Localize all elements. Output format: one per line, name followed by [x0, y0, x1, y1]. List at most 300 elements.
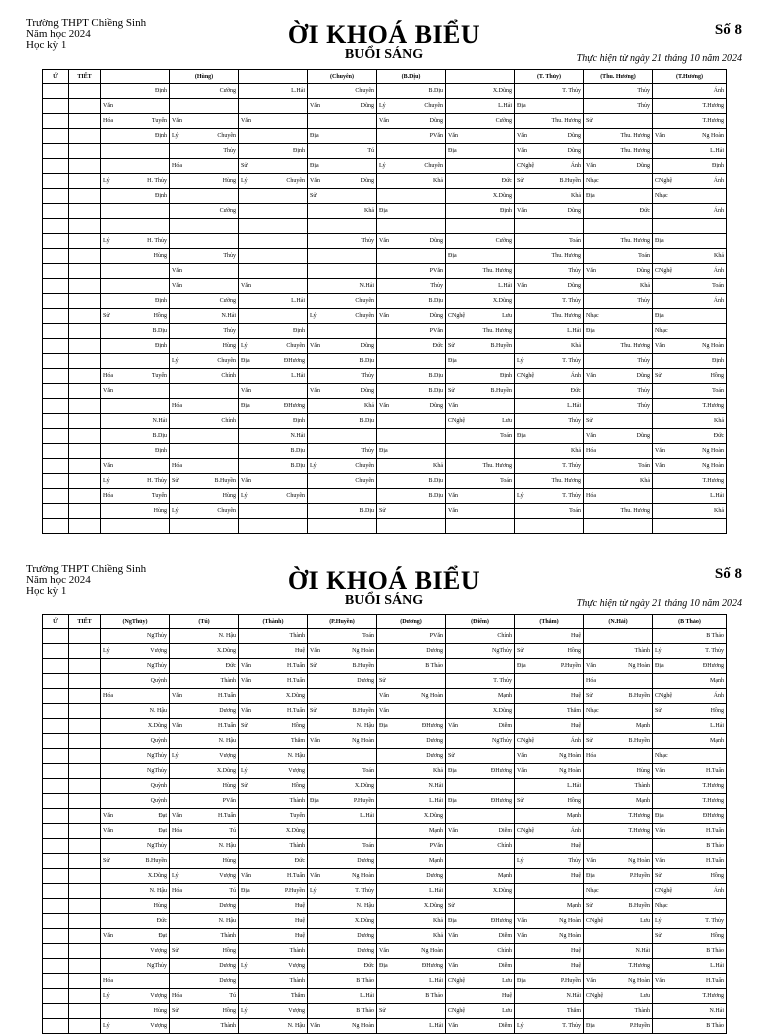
teacher: T.Hương: [702, 783, 724, 789]
timetable-cell: [69, 369, 101, 384]
timetable-cell: [43, 219, 69, 234]
timetable-cell: [239, 629, 308, 644]
timetable-cell: [515, 884, 584, 899]
timetable-cell: [653, 429, 727, 444]
timetable-cell: [170, 204, 239, 219]
timetable-cell: [377, 234, 446, 249]
timetable-cell: [101, 294, 170, 309]
teacher: B.Dịu: [152, 328, 167, 334]
timetable-cell: [239, 399, 308, 414]
timetable-cell: [377, 84, 446, 99]
timetable-cell: [446, 854, 515, 869]
teacher: Ng Hoàn: [352, 1023, 374, 1029]
timetable-cell: [101, 189, 170, 204]
timetable-cell: [308, 644, 377, 659]
subject: Văn: [655, 858, 665, 864]
timetable-cell: [239, 174, 308, 189]
timetable-cell: [515, 809, 584, 824]
timetable-cell: [584, 764, 653, 779]
teacher: PVăn: [429, 633, 443, 639]
teacher: Chuyên: [286, 343, 305, 349]
subject: Nhạc: [586, 178, 599, 184]
timetable-cell: [653, 959, 727, 974]
table-row: [43, 779, 727, 794]
subject: CNghệ: [517, 738, 534, 744]
timetable-cell: [170, 779, 239, 794]
table-row: [43, 704, 727, 719]
teacher: Ánh: [713, 208, 724, 214]
teacher: Huệ: [295, 648, 305, 654]
teacher: Hồng: [710, 373, 724, 379]
timetable-cell: [43, 474, 69, 489]
teacher: Chuyên: [217, 358, 236, 364]
timetable-cell: [515, 779, 584, 794]
subject: Lý: [517, 358, 524, 364]
teacher: Ng Hoàn: [702, 448, 724, 454]
teacher: Ng Hoàn: [702, 133, 724, 139]
subject: Lý: [379, 163, 386, 169]
timetable-cell: [170, 264, 239, 279]
timetable-cell: [446, 159, 515, 174]
subject: Hóa: [172, 888, 182, 894]
timetable-cell: [239, 974, 308, 989]
teacher: Hồng: [291, 723, 305, 729]
timetable-cell: [584, 674, 653, 689]
teacher: Lưu: [502, 978, 512, 984]
timetable-cell: [101, 504, 170, 519]
table-row: [43, 869, 727, 884]
timetable-cell: [170, 914, 239, 929]
timetable-cell: [170, 504, 239, 519]
teacher: Thành: [634, 648, 650, 654]
timetable-cell: [584, 444, 653, 459]
subject: Địa: [448, 798, 457, 804]
column-header: (P.Huyền): [308, 615, 377, 629]
timetable-cell: [239, 689, 308, 704]
timetable-cell: [69, 294, 101, 309]
teacher: X.Dũng: [147, 873, 167, 879]
timetable-cell: [308, 354, 377, 369]
teacher: Vượng: [219, 873, 236, 879]
timetable-cell: [101, 839, 170, 854]
timetable-cell: [69, 519, 101, 534]
timetable-cell: [69, 869, 101, 884]
timetable-cell: [239, 914, 308, 929]
timetable-cell: [515, 734, 584, 749]
table-row: [43, 884, 727, 899]
teacher: Diễm: [498, 1023, 512, 1029]
timetable-cell: [69, 959, 101, 974]
timetable-cell: [239, 779, 308, 794]
timetable-cell: [653, 519, 727, 534]
teacher: Hồng: [291, 783, 305, 789]
teacher: Ánh: [713, 888, 724, 894]
timetable-cell: [101, 764, 170, 779]
timetable-cell: [584, 929, 653, 944]
timetable-cell: [170, 794, 239, 809]
teacher: Vượng: [288, 768, 305, 774]
timetable-cell: [377, 794, 446, 809]
teacher: Chính: [221, 418, 236, 424]
table-row: [43, 944, 727, 959]
teacher: Dương: [219, 978, 236, 984]
timetable-cell: [239, 219, 308, 234]
teacher: N.Hải: [221, 313, 236, 319]
page-subtitle: BUỔI SÁNG: [344, 593, 424, 608]
subject: Lý: [517, 493, 524, 499]
timetable-cell: [101, 384, 170, 399]
timetable-cell: [515, 354, 584, 369]
table-row: [43, 629, 727, 644]
subject: Sử: [379, 508, 386, 514]
teacher: Dương: [357, 678, 374, 684]
table-row: [43, 249, 727, 264]
timetable-cell: [43, 114, 69, 129]
subject: Văn: [103, 933, 113, 939]
timetable-cell: [101, 489, 170, 504]
subject: Văn: [517, 753, 527, 759]
teacher: Chuyên: [355, 463, 374, 469]
timetable-cell: [653, 869, 727, 884]
teacher: Toán: [362, 843, 374, 849]
timetable-cell: [653, 489, 727, 504]
teacher: Ng Hoàn: [352, 873, 374, 879]
timetable-cell: [308, 264, 377, 279]
timetable-cell: [239, 1019, 308, 1034]
table-row: [43, 914, 727, 929]
teacher: L.Hải: [567, 403, 581, 409]
timetable-cell: [43, 144, 69, 159]
subject: CNghệ: [517, 828, 534, 834]
timetable-cell: [170, 884, 239, 899]
subject: Văn: [172, 723, 182, 729]
timetable-cell: [515, 689, 584, 704]
teacher: Thu. Hương: [551, 253, 581, 259]
timetable-cell: [101, 309, 170, 324]
timetable-cell: [69, 974, 101, 989]
subject: Văn: [310, 178, 320, 184]
timetable-cell: [69, 399, 101, 414]
teacher: Đạt: [158, 828, 167, 834]
timetable-cell: [446, 779, 515, 794]
timetable-cell: [377, 869, 446, 884]
timetable-cell: [69, 659, 101, 674]
timetable-cell: [653, 84, 727, 99]
timetable-cell: [43, 279, 69, 294]
timetable-cell: [43, 444, 69, 459]
timetable-cell: [446, 354, 515, 369]
timetable-cell: [69, 219, 101, 234]
timetable-cell: [446, 794, 515, 809]
timetable-cell: [43, 399, 69, 414]
timetable-cell: [377, 249, 446, 264]
timetable-cell: [101, 99, 170, 114]
teacher: B.Dịu: [428, 388, 443, 394]
teacher: Hồng: [710, 873, 724, 879]
timetable-cell: [377, 899, 446, 914]
timetable-cell: [515, 504, 584, 519]
timetable-cell: [653, 234, 727, 249]
timetable-cell: [69, 204, 101, 219]
teacher: Toán: [500, 478, 512, 484]
timetable-cell: [584, 749, 653, 764]
subject: Văn: [586, 663, 596, 669]
teacher: ĐHương: [283, 358, 305, 364]
timetable-table: [42, 614, 727, 1034]
timetable-cell: [584, 1019, 653, 1034]
timetable-cell: [101, 854, 170, 869]
subject: Địa: [310, 798, 319, 804]
timetable-cell: [43, 689, 69, 704]
teacher: Thành: [289, 978, 305, 984]
teacher: Cường: [495, 238, 512, 244]
timetable-cell: [377, 354, 446, 369]
teacher: Mạnh: [567, 903, 581, 909]
timetable-cell: [584, 809, 653, 824]
timetable-cell: [239, 444, 308, 459]
timetable-cell: [170, 444, 239, 459]
timetable-cell: [446, 644, 515, 659]
subject: Hóa: [172, 993, 182, 999]
timetable-cell: [653, 704, 727, 719]
timetable-cell: [584, 429, 653, 444]
timetable-cell: [101, 629, 170, 644]
teacher: Tuyến: [151, 493, 167, 499]
teacher: X.Dũng: [492, 708, 512, 714]
timetable-cell: [43, 899, 69, 914]
subject: Sử: [379, 678, 386, 684]
subject: Văn: [517, 133, 527, 139]
subject: Văn: [448, 723, 458, 729]
timetable-cell: [308, 704, 377, 719]
timetable-cell: [584, 369, 653, 384]
teacher: Diễm: [498, 963, 512, 969]
teacher: Quỳnh: [150, 783, 167, 789]
timetable-cell: [69, 189, 101, 204]
timetable-cell: [308, 384, 377, 399]
timetable-cell: [170, 384, 239, 399]
timetable-cell: [584, 519, 653, 534]
subject: Sử: [448, 753, 455, 759]
subject: Sử: [517, 798, 524, 804]
timetable-cell: [69, 84, 101, 99]
teacher: Huệ: [571, 723, 581, 729]
timetable-cell: [653, 384, 727, 399]
timetable-cell: [446, 459, 515, 474]
timetable-cell: [446, 429, 515, 444]
timetable-cell: [43, 189, 69, 204]
teacher: Ng Hoàn: [421, 693, 443, 699]
timetable-cell: [101, 1019, 170, 1034]
timetable-cell: [584, 249, 653, 264]
timetable-cell: [69, 719, 101, 734]
teacher: Đức: [225, 663, 236, 669]
timetable-cell: [515, 264, 584, 279]
timetable-cell: [239, 644, 308, 659]
subject: Địa: [586, 873, 595, 879]
teacher: Thủy: [637, 88, 650, 94]
teacher: ĐHương: [702, 813, 724, 819]
teacher: Định: [155, 298, 167, 304]
school-name: Trường THPT Chiềng Sinh: [26, 17, 147, 29]
teacher: Dương: [219, 963, 236, 969]
teacher: T. Thủy: [562, 358, 581, 364]
timetable-cell: [43, 884, 69, 899]
subject: Sử: [517, 178, 524, 184]
timetable-cell: [43, 839, 69, 854]
effective-date: Thực hiện từ ngày 21 tháng 10 năm 2024: [576, 53, 742, 64]
teacher: Mạnh: [567, 813, 581, 819]
teacher: B.Huyền: [352, 708, 374, 714]
table-row: [43, 839, 727, 854]
timetable-cell: [43, 914, 69, 929]
teacher: Cường: [495, 118, 512, 124]
timetable-cell: [584, 234, 653, 249]
teacher: Cường: [219, 88, 236, 94]
teacher: Dũng: [567, 208, 581, 214]
school-name: Trường THPT Chiềng Sinh: [26, 563, 147, 575]
timetable-cell: [584, 504, 653, 519]
teacher: NgThủy: [147, 963, 167, 969]
teacher: Ánh: [570, 828, 581, 834]
timetable-cell: [69, 354, 101, 369]
teacher: Mạnh: [429, 858, 443, 864]
teacher: B.Dịu: [152, 433, 167, 439]
teacher: Định: [500, 373, 512, 379]
timetable-cell: [43, 869, 69, 884]
timetable-cell: [308, 174, 377, 189]
teacher: Hồng: [710, 708, 724, 714]
teacher: N.Hải: [635, 948, 650, 954]
timetable-cell: [101, 914, 170, 929]
timetable-cell: [515, 749, 584, 764]
subject: Nhạc: [586, 888, 599, 894]
subject: Địa: [586, 193, 595, 199]
teacher: Dũng: [636, 373, 650, 379]
timetable-cell: [377, 204, 446, 219]
subject: Văn: [379, 313, 389, 319]
timetable-cell: [653, 779, 727, 794]
timetable-cell: [308, 899, 377, 914]
timetable-cell: [584, 384, 653, 399]
column-header: (N.Hải): [584, 615, 653, 629]
timetable-cell: [515, 384, 584, 399]
timetable-cell: [584, 839, 653, 854]
subject: Văn: [517, 148, 527, 154]
column-header: (NgThủy): [101, 615, 170, 629]
teacher: Dũng: [429, 238, 443, 244]
timetable-cell: [239, 734, 308, 749]
teacher: Chuyên: [217, 133, 236, 139]
teacher: Thu. Hương: [551, 313, 581, 319]
subject: CNghệ: [448, 313, 465, 319]
subject: Hóa: [103, 118, 113, 124]
timetable-cell: [515, 159, 584, 174]
table-row: [43, 369, 727, 384]
teacher: NgThủy: [492, 738, 512, 744]
teacher: X.Dũng: [492, 888, 512, 894]
teacher: P.Huyền: [629, 1023, 650, 1029]
timetable-cell: [584, 294, 653, 309]
timetable-cell: [653, 99, 727, 114]
teacher: Huệ: [571, 873, 581, 879]
subject: Lý: [103, 178, 110, 184]
timetable-cell: [69, 444, 101, 459]
timetable-cell: [239, 929, 308, 944]
subject: Lý: [172, 753, 179, 759]
timetable-cell: [43, 929, 69, 944]
timetable-cell: [239, 824, 308, 839]
teacher: T. Thủy: [562, 493, 581, 499]
subject: Văn: [655, 343, 665, 349]
subject: Văn: [241, 118, 251, 124]
subject: Địa: [379, 448, 388, 454]
timetable-cell: [653, 629, 727, 644]
subject: CNghệ: [517, 163, 534, 169]
teacher: Dũng: [636, 163, 650, 169]
teacher: T.Hương: [702, 103, 724, 109]
column-header: [101, 70, 170, 84]
subject: CNghệ: [586, 993, 603, 999]
timetable-cell: [515, 114, 584, 129]
teacher: Huệ: [571, 963, 581, 969]
teacher: Khả: [714, 253, 724, 259]
teacher: Ng Hoàn: [702, 463, 724, 469]
subject: Lý: [103, 478, 110, 484]
subject: Lý: [241, 963, 248, 969]
timetable-cell: [377, 414, 446, 429]
subject: Văn: [241, 663, 251, 669]
teacher: T. Thủy: [493, 678, 512, 684]
timetable-cell: [170, 129, 239, 144]
timetable-cell: [239, 249, 308, 264]
timetable-cell: [43, 519, 69, 534]
subject: Văn: [241, 708, 251, 714]
timetable-cell: [584, 689, 653, 704]
timetable-cell: [584, 884, 653, 899]
teacher: T. Thủy: [705, 648, 724, 654]
subject: Sử: [655, 373, 662, 379]
teacher: Đức: [639, 208, 650, 214]
timetable-cell: [584, 159, 653, 174]
column-header: TIẾT: [69, 615, 101, 629]
subject: Lý: [172, 133, 179, 139]
teacher: Đức: [713, 433, 724, 439]
subject: Hóa: [586, 678, 596, 684]
subject: Văn: [655, 978, 665, 984]
table-row: [43, 519, 727, 534]
timetable-cell: [239, 764, 308, 779]
teacher: Ánh: [570, 738, 581, 744]
table-row: [43, 264, 727, 279]
timetable-cell: [446, 99, 515, 114]
timetable-cell: [43, 339, 69, 354]
table-row: [43, 794, 727, 809]
subject: Văn: [586, 163, 596, 169]
timetable-cell: [446, 719, 515, 734]
teacher: Mạnh: [429, 828, 443, 834]
timetable-cell: [101, 399, 170, 414]
timetable-cell: [43, 764, 69, 779]
subject: Địa: [517, 663, 526, 669]
timetable-cell: [101, 129, 170, 144]
column-header: TIẾT: [69, 70, 101, 84]
teacher: Dũng: [567, 148, 581, 154]
teacher: Hùng: [222, 178, 236, 184]
timetable-cell: [69, 749, 101, 764]
timetable-cell: [446, 369, 515, 384]
teacher: N. Hậu: [356, 903, 374, 909]
